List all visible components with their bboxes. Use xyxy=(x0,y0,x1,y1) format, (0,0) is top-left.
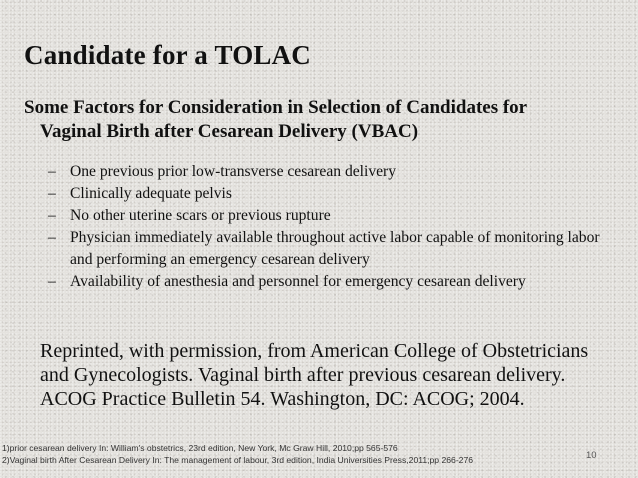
heading-line-1: Some Factors for Consideration in Selection of Candidates for xyxy=(24,97,528,118)
list-item-text: One previous prior low-transverse cesarean delivery xyxy=(70,163,397,180)
list-item-text: Availability of anesthesia and personnel for emergency cesarean delivery xyxy=(70,273,526,290)
list-item-text: Physician immediately available throughout active labor capable of monitoring labor and performing an emergency cesarean delivery xyxy=(70,229,600,268)
footnotes xyxy=(2,443,473,466)
footnote-1: 1)prior cesarean delivery In: William's obstetrics, 23rd edition, New York, Mc Graw Hill, 2010;pp 565-576 xyxy=(2,443,398,453)
footnote-2: 2)Vaginal birth After Cesarean Delivery In: The management of labour, 3rd edition, India Universities Press,2011;pp 266-276 xyxy=(2,454,474,465)
list-item xyxy=(48,271,608,293)
list-item-text: Clinically adequate pelvis xyxy=(70,185,232,202)
list-item xyxy=(48,161,608,183)
list-item xyxy=(48,183,608,205)
bullet-dash: – xyxy=(48,273,56,290)
slide-heading xyxy=(24,96,604,144)
page-number: 10 xyxy=(586,450,597,461)
bullet-dash: – xyxy=(48,229,56,246)
bullet-dash: – xyxy=(48,185,56,202)
factor-list xyxy=(48,161,608,293)
bullet-dash: – xyxy=(48,163,56,180)
list-item-text: No other uterine scars or previous rupture xyxy=(70,207,331,224)
bullet-dash: – xyxy=(48,207,56,224)
list-item xyxy=(48,227,608,271)
reprint-citation: Reprinted, with permission, from American College of Obstetricians and Gynecologists. Vaginal birth after previous cesarean delivery. ACOG Practice Bulletin 54. Washington, DC: ACOG; 2004. xyxy=(40,340,589,410)
slide-title: Candidate for a TOLAC xyxy=(24,40,312,70)
heading-line-2: Vaginal Birth after Cesarean Delivery (VBAC) xyxy=(40,121,419,142)
list-item xyxy=(48,205,608,227)
